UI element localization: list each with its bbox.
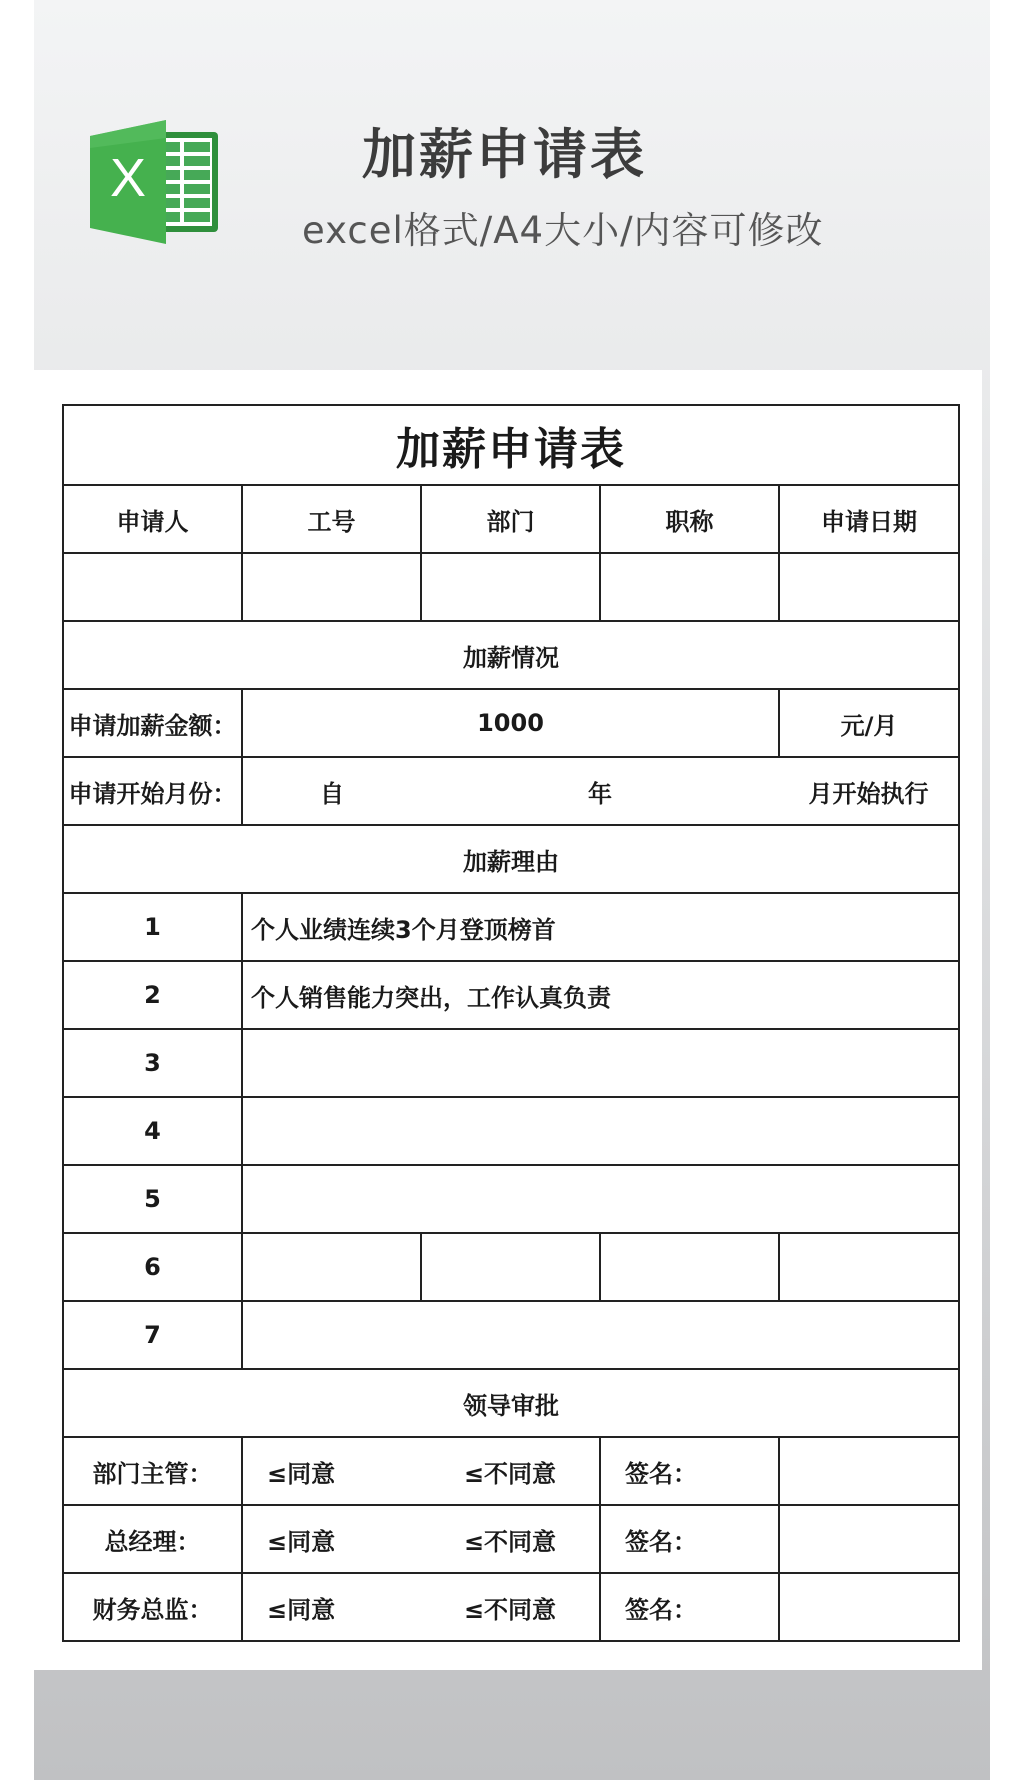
raise-section-heading: 加薪情况 — [63, 621, 959, 689]
reason-row-6-number: 6 — [63, 1233, 242, 1301]
reason-row-6-cell-b[interactable] — [421, 1233, 600, 1301]
approval-dept-manager-agree[interactable]: ≤同意 — [242, 1437, 421, 1505]
approval-dept-manager-disagree[interactable]: ≤不同意 — [421, 1437, 600, 1505]
reason-row-7-text[interactable] — [242, 1301, 959, 1369]
header-job-title: 职称 — [600, 485, 779, 553]
approval-section-heading: 领导审批 — [63, 1369, 959, 1437]
reason-row-5-number: 5 — [63, 1165, 242, 1233]
amount-label: 申请加薪金额： — [63, 689, 242, 757]
banner-title: 加薪申请表 — [362, 123, 647, 186]
header-apply-date: 申请日期 — [779, 485, 959, 553]
department-cell[interactable] — [421, 553, 600, 621]
amount-unit: 元/月 — [779, 689, 959, 757]
reason-row-6-cell-d[interactable] — [779, 1233, 959, 1301]
approval-finance-director-disagree[interactable]: ≤不同意 — [421, 1573, 600, 1641]
reason-row-2-number: 2 — [63, 961, 242, 1029]
reason-row-3-number: 3 — [63, 1029, 242, 1097]
employee-id-cell[interactable] — [242, 553, 421, 621]
right-margin — [990, 0, 1024, 1780]
form-title: 加薪申请表 — [63, 405, 959, 485]
reason-row-6-cell-c[interactable] — [600, 1233, 779, 1301]
amount-value-cell[interactable]: 1000 — [242, 689, 779, 757]
job-title-cell[interactable] — [600, 553, 779, 621]
start-year-text: 年 — [421, 757, 779, 825]
approval-finance-director-sign-cell[interactable] — [779, 1573, 959, 1641]
reason-row-6-cell-a[interactable] — [242, 1233, 421, 1301]
approval-finance-director-sign-label: 签名： — [600, 1573, 779, 1641]
header-department: 部门 — [421, 485, 600, 553]
approval-general-manager-agree[interactable]: ≤同意 — [242, 1505, 421, 1573]
reason-row-2-text[interactable]: 个人销售能力突出，工作认真负责 — [242, 961, 959, 1029]
approval-role-general-manager: 总经理： — [63, 1505, 242, 1573]
approval-general-manager-sign-label: 签名： — [600, 1505, 779, 1573]
reason-section-heading: 加薪理由 — [63, 825, 959, 893]
reason-row-1-text[interactable]: 个人业绩连续3个月登顶榜首 — [242, 893, 959, 961]
excel-icon-letter: X — [109, 148, 147, 208]
start-month-label: 申请开始月份： — [63, 757, 242, 825]
reason-row-4-text[interactable] — [242, 1097, 959, 1165]
approval-role-finance-director: 财务总监： — [63, 1573, 242, 1641]
approval-role-dept-manager: 部门主管： — [63, 1437, 242, 1505]
reason-row-5-text[interactable] — [242, 1165, 959, 1233]
header-applicant: 申请人 — [63, 485, 242, 553]
start-from-text: 自 — [242, 757, 421, 825]
banner-subtitle: excel格式/A4大小/内容可修改 — [302, 209, 824, 252]
reason-row-3-text[interactable] — [242, 1029, 959, 1097]
reason-row-1-number: 1 — [63, 893, 242, 961]
approval-dept-manager-sign-cell[interactable] — [779, 1437, 959, 1505]
applicant-cell[interactable] — [63, 553, 242, 621]
raise-application-form — [62, 404, 960, 1642]
approval-finance-director-agree[interactable]: ≤同意 — [242, 1573, 421, 1641]
reason-row-4-number: 4 — [63, 1097, 242, 1165]
excel-icon — [90, 118, 226, 246]
approval-dept-manager-sign-label: 签名： — [600, 1437, 779, 1505]
approval-general-manager-sign-cell[interactable] — [779, 1505, 959, 1573]
reason-row-7-number: 7 — [63, 1301, 242, 1369]
apply-date-cell[interactable] — [779, 553, 959, 621]
start-month-text: 月开始执行 — [779, 757, 959, 825]
header-employee-id: 工号 — [242, 485, 421, 553]
approval-general-manager-disagree[interactable]: ≤不同意 — [421, 1505, 600, 1573]
left-margin — [0, 0, 34, 1780]
